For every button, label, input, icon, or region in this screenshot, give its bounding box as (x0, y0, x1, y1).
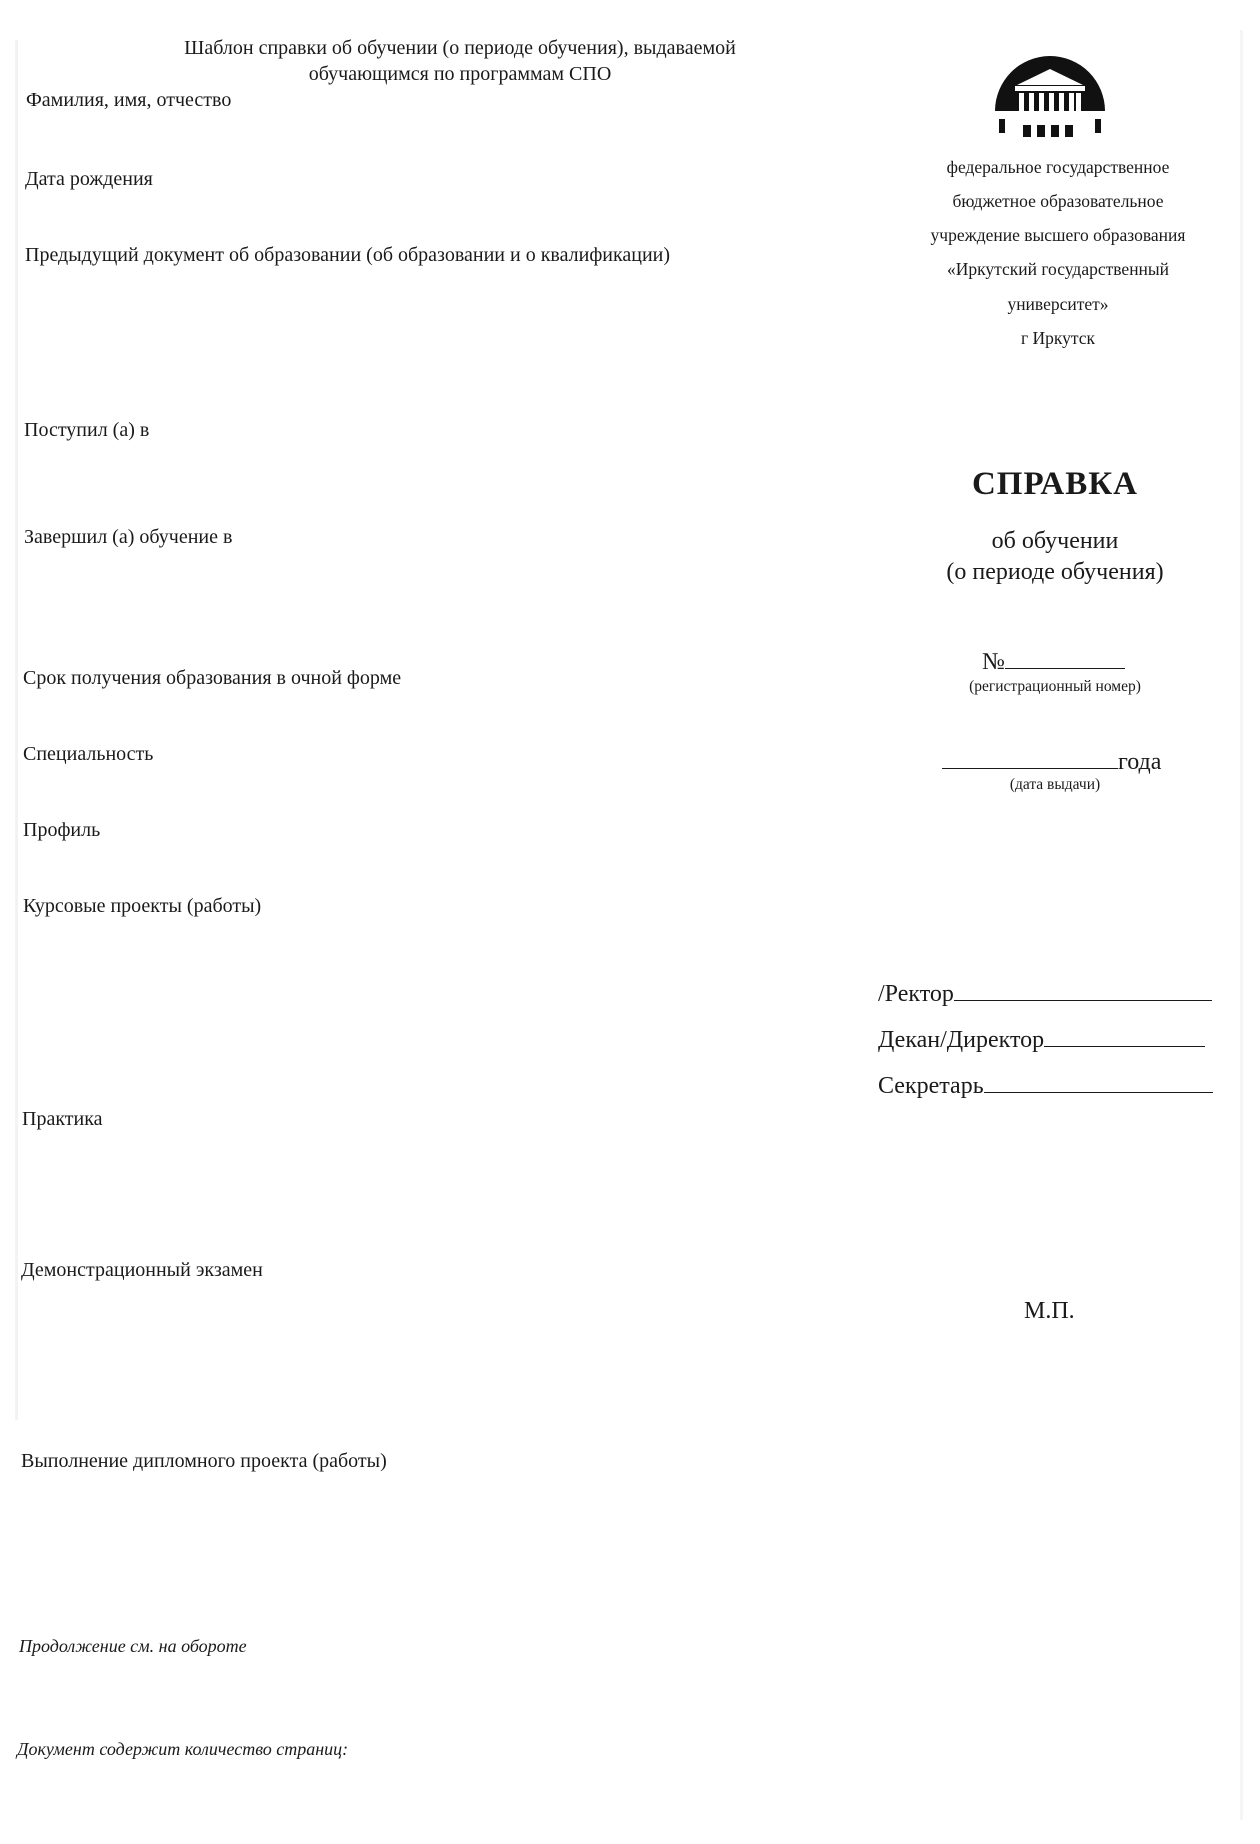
field-finished: Завершил (а) обучение в (24, 526, 233, 548)
registration-number-caption: (регистрационный номер) (969, 678, 1141, 695)
certificate-title: СПРАВКА (971, 466, 1139, 502)
dean-signature-line (1044, 1024, 1205, 1047)
year-word: года (1118, 749, 1162, 775)
scan-artifact (1240, 30, 1243, 1820)
field-diploma-project: Выполнение дипломного проекта (работы) (21, 1450, 387, 1472)
field-full-name: Фамилия, имя, отчество (26, 89, 232, 111)
scan-artifact (15, 40, 18, 1420)
org-line-6: г Иркутск (1020, 328, 1096, 348)
org-line-3: учреждение высшего образования (930, 225, 1186, 245)
certificate-subtitle-1: об обучении (991, 528, 1119, 554)
signature-dean (878, 1024, 1205, 1054)
org-line-4: «Иркутский государственный (946, 259, 1170, 279)
issue-date-field (942, 746, 1161, 776)
field-specialty: Специальность (23, 743, 154, 765)
signature-secretary (878, 1070, 1213, 1100)
org-line-1: федеральное государственное (946, 157, 1170, 177)
field-course-projects: Курсовые проекты (работы) (23, 895, 262, 917)
field-demo-exam: Демонстрационный экзамен (21, 1259, 263, 1281)
template-header-line2: обучающимся по программам СПО (308, 63, 612, 85)
secretary-label: Секретарь (878, 1073, 984, 1099)
signature-rector (878, 978, 1212, 1008)
field-enrolled: Поступил (а) в (24, 419, 150, 441)
rector-label: /Ректор (878, 981, 954, 1007)
date-blank (942, 746, 1118, 769)
seal-place: М.П. (1024, 1298, 1075, 1324)
org-line-5: университет» (1007, 294, 1109, 314)
secretary-signature-line (984, 1070, 1213, 1093)
registration-number-field (982, 646, 1125, 676)
org-line-2: бюджетное образовательное (952, 191, 1164, 211)
field-profile: Профиль (23, 819, 101, 841)
field-birth-date: Дата рождения (25, 168, 153, 190)
dean-label: Декан/Директор (878, 1027, 1045, 1053)
field-study-term: Срок получения образования в очной форме (23, 667, 402, 689)
field-previous-document: Предыдущий документ об образовании (об образовании и о квалификации) (25, 244, 671, 266)
rector-signature-line (954, 978, 1212, 1001)
issue-date-caption: (дата выдачи) (1009, 776, 1101, 793)
field-practice: Практика (22, 1108, 103, 1130)
number-sign: № (982, 649, 1005, 675)
pages-count-note: Документ содержит количество страниц: (17, 1739, 349, 1759)
university-logo (985, 33, 1115, 143)
number-blank (1005, 646, 1125, 669)
template-header-line1: Шаблон справки об обучении (о периоде обучения), выдаваемой (184, 37, 736, 59)
continued-note: Продолжение см. на обороте (19, 1636, 247, 1656)
certificate-subtitle-2: (о периоде обучения) (946, 559, 1164, 585)
